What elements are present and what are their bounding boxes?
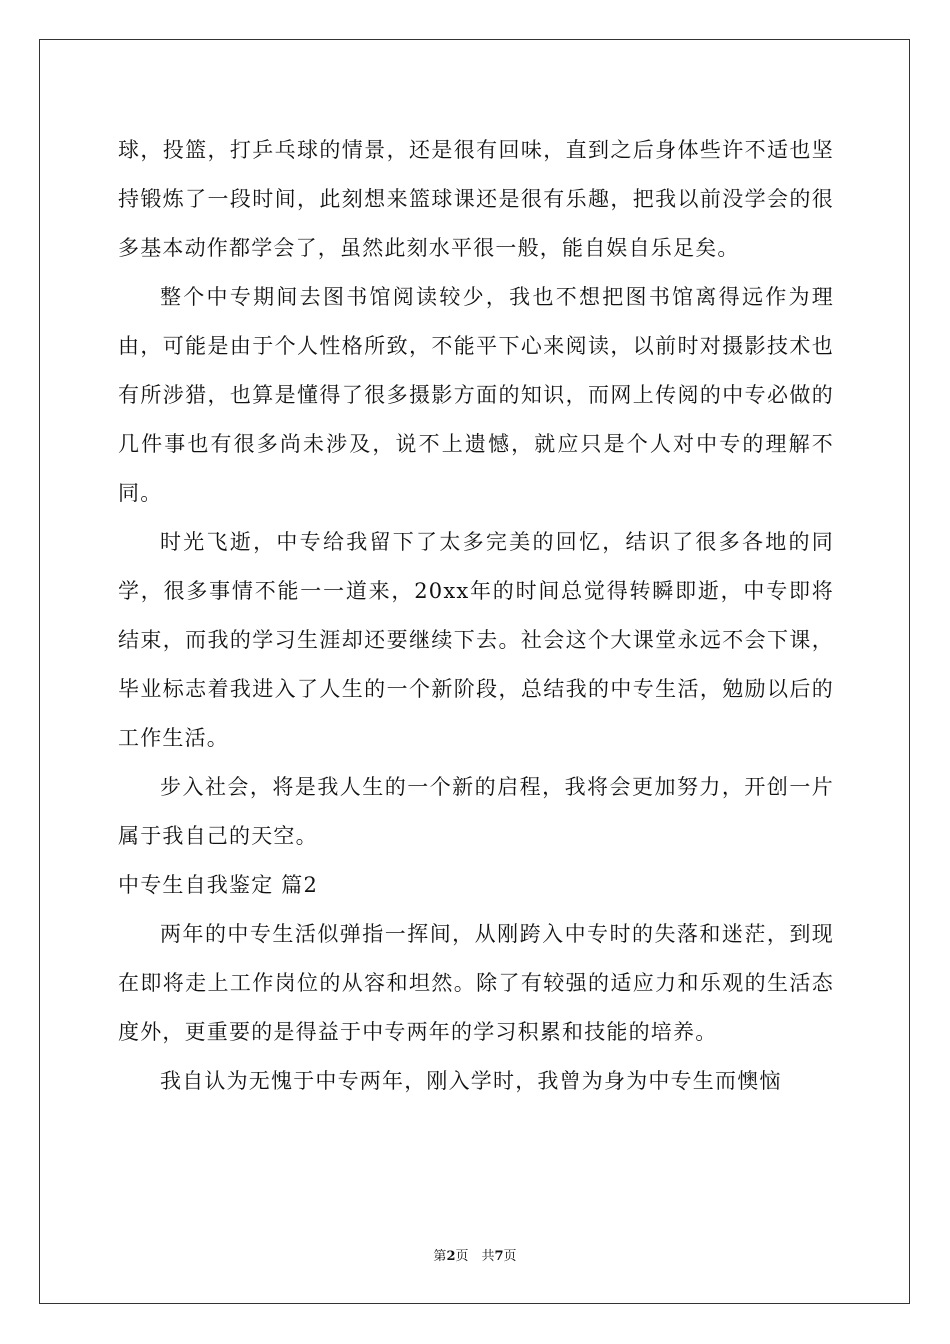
section-heading: 中专生自我鉴定 篇2 [118, 873, 319, 897]
document-body [118, 126, 834, 1106]
paragraph-2: 整个中专期间去图书馆阅读较少，我也不想把图书馆离得远作为理由，可能是由于个人性格所致，不能平下心来阅读，以前时对摄影技术也有所涉猎，也算是懂得了很多摄影方面的知识，而网上传阅的中专必做的几件事也有很多尚未涉及，说不上遗憾，就应只是个人对中专的理解不同。 [118, 285, 834, 505]
paragraph-5: 两年的中专生活似弹指一挥间，从刚跨入中专时的失落和迷茫，到现在即将走上工作岗位的从容和坦然。除了有较强的适应力和乐观的生活态度外，更重要的是得益于中专两年的学习积累和技能的培养。 [118, 922, 834, 1044]
paragraph-1: 球，投篮，打乒乓球的情景，还是很有回味，直到之后身体些许不适也坚持锻炼了一段时间，此刻想来篮球课还是很有乐趣，把我以前没学会的很多基本动作都学会了，虽然此刻水平很一般，能自娱自乐足矣。 [118, 138, 834, 260]
footer-middle: 页 共 [455, 1249, 495, 1264]
paragraph-4: 步入社会，将是我人生的一个新的启程，我将会更加努力，开创一片属于我自己的天空。 [118, 775, 834, 848]
footer-prefix: 第 [433, 1249, 447, 1264]
page-footer [0, 1248, 950, 1266]
paragraph-6: 我自认为无愧于中专两年，刚入学时，我曾为身为中专生而懊恼 [160, 1069, 782, 1093]
paragraph-3: 时光飞逝，中专给我留下了太多完美的回忆，结识了很多各地的同学，很多事情不能一一道来，20xx年的时间总觉得转瞬即逝，中专即将结束，而我的学习生涯却还要继续下去。社会这个大课堂永远不会下课，毕业标志着我进入了人生的一个新阶段，总结我的中专生活，勉励以后的工作生活。 [118, 530, 834, 750]
footer-total-pages: 7 [494, 1249, 504, 1264]
footer-current-page: 2 [446, 1249, 456, 1264]
footer-suffix: 页 [503, 1249, 517, 1264]
